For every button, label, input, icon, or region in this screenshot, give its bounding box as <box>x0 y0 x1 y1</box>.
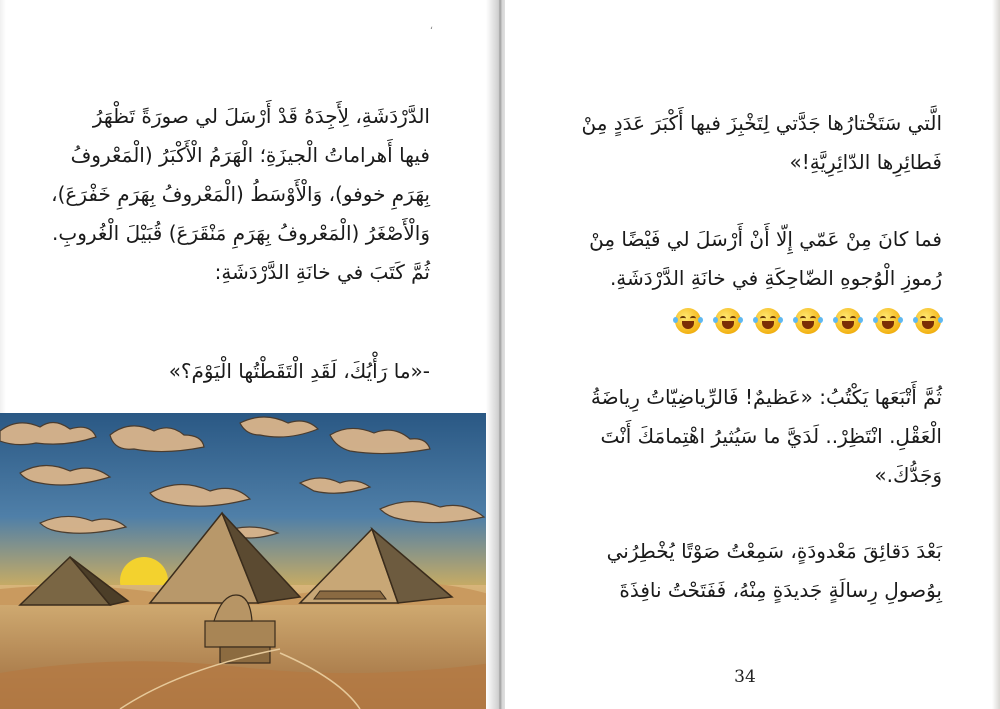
print-mark: ʻ <box>430 26 434 37</box>
left-quote <box>30 352 430 391</box>
text-line: فيها أَهراماتُ الْجيزَةِ؛ الْهَرَمُ الْأَكْبَرُ (الْمَعْروفُ <box>70 143 430 167</box>
text-line: وَجَدُّكَ.» <box>874 463 942 487</box>
laughing-face-emoji-icon <box>675 308 701 334</box>
rock-ledge <box>314 591 386 599</box>
page-edge <box>992 0 1000 709</box>
text-line: ثُمَّ كَتَبَ في خانَةِ الدَّرْدَشَةِ: <box>214 260 430 284</box>
emoji-row <box>675 308 940 338</box>
text-line: الدَّرْدَشَةِ، لِأَجِدَهُ قَدْ أَرْسَلَ لي صورَةً تَظْهَرُ <box>92 104 430 128</box>
text-line: رُموزِ الْوُجوهِ الضّاحِكَةِ في خانَةِ الدَّرْدَشَةِ. <box>609 266 942 290</box>
laughing-face-emoji-icon <box>915 308 941 334</box>
laughing-face-emoji-icon <box>835 308 861 334</box>
laughing-face-emoji-icon <box>795 308 821 334</box>
right-paragraph-3 <box>542 378 942 495</box>
laughing-face-emoji-icon <box>715 308 741 334</box>
right-paragraph-1 <box>542 104 942 182</box>
text-line: بَعْدَ دَقائِقَ مَعْدودَةٍ، سَمِعْتُ صَوْتًا يُخْطِرُني <box>606 539 942 563</box>
right-paragraph-4 <box>542 532 942 610</box>
text-line: بِهَرَمِ خوفو)، وَالْأَوْسَطُ (الْمَعْروفُ بِهَرَمِ خَفْرَعَ)، <box>51 182 430 206</box>
text-line: وَالْأَصْغَرُ (الْمَعْروفُ بِهَرَمِ مَنْقَرَعَ) قُبَيْلَ الْغُروبِ. <box>52 221 430 245</box>
text-line: ثُمَّ أَتْبَعَها يَكْتُبُ: «عَظيمٌ! فَالرِّياضِيّاتُ رِياضَةُ <box>590 385 942 409</box>
text-line: فَطائِرِها الدّائِرِيَّةِ!» <box>789 150 942 174</box>
page-number: 34 <box>734 667 756 687</box>
laughing-face-emoji-icon <box>755 308 781 334</box>
text-line: الْعَقْلِ. انْتَظِرْ.. لَدَيَّ ما سَيُثيرُ اهْتِمامَكَ أَنْتَ <box>600 424 942 448</box>
text-line: بِوُصولِ رِسالَةٍ جَديدَةٍ مِنْهُ، فَفَتَحْتُ نافِذَةَ <box>619 578 942 602</box>
text-line: الَّتي سَتَخْتارُها جَدَّتي لِتَخْبِزَ فيها أَكْبَرَ عَدَدٍ مِنْ <box>581 111 942 135</box>
pyramids-illustration <box>0 413 492 709</box>
pyramids-of-giza-image <box>0 413 492 709</box>
text-line: فما كانَ مِنْ عَمّي إِلّا أَنْ أَرْسَلَ لي فَيْضًا مِنْ <box>589 227 942 251</box>
quote-line: -«ما رَأْيُكَ، لَقَدِ الْتَقَطْتُها الْيَوْمَ؟» <box>168 359 430 383</box>
right-paragraph-2 <box>542 220 942 298</box>
left-paragraph <box>30 97 430 292</box>
laughing-face-emoji-icon <box>875 308 901 334</box>
